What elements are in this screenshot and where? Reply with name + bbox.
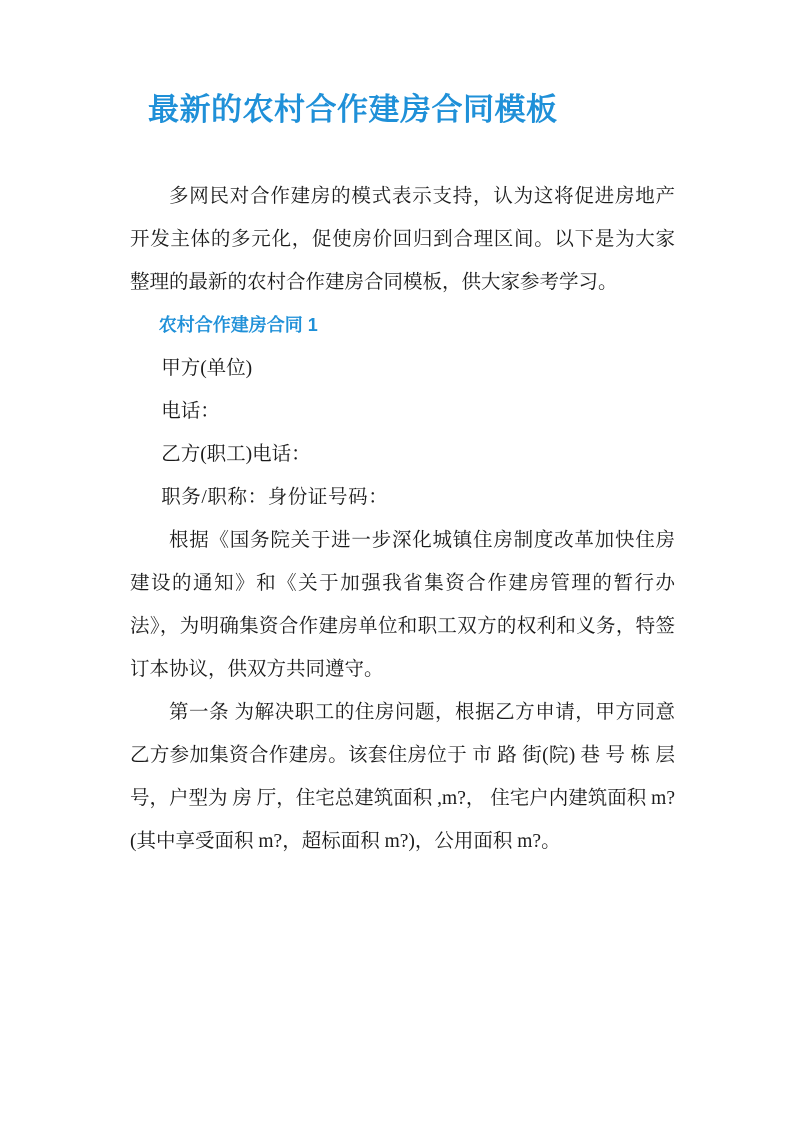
field-party-b-phone: 乙方(职工)电话： (161, 444, 311, 466)
page-title: 最新的农村合作建房合同模板 (148, 92, 558, 127)
section-heading-contract-1: 农村合作建房合同 1 (158, 315, 318, 336)
body-paragraph-1: 根据《国务院关于进一步深化城镇住房制度改革加快住房建设的通知》和《关于加强我省集资合作建房管理的暂行办法》，为明确集资合作建房单位和职工双方的权利和义务，特签订本协议，供双方共同遵守。 (130, 530, 675, 681)
intro-paragraph: 多网民对合作建房的模式表示支持，认为这将促进房地产开发主体的多元化，促使房价回归到合理区间。以下是为大家整理的最新的农村合作建房合同模板，供大家参考学习。 (130, 186, 675, 294)
field-party-a: 甲方(单位) (161, 358, 253, 380)
field-title-id: 职务/职称：身份证号码： (161, 487, 389, 509)
body-paragraph-2: 第一条 为解决职工的住房问题，根据乙方申请，甲方同意乙方参加集资合作建房。该套住房位于 市 路 街(院) 巷 号 栋 层 号，户型为 房 厅，住宅总建筑面积 ,m?， 住宅户内建筑面积 m?(其中享受面积 m?，超标面积 m?)，公用面积 m?。 (130, 702, 675, 853)
document-content (130, 88, 675, 863)
field-phone: 电话： (161, 401, 220, 423)
